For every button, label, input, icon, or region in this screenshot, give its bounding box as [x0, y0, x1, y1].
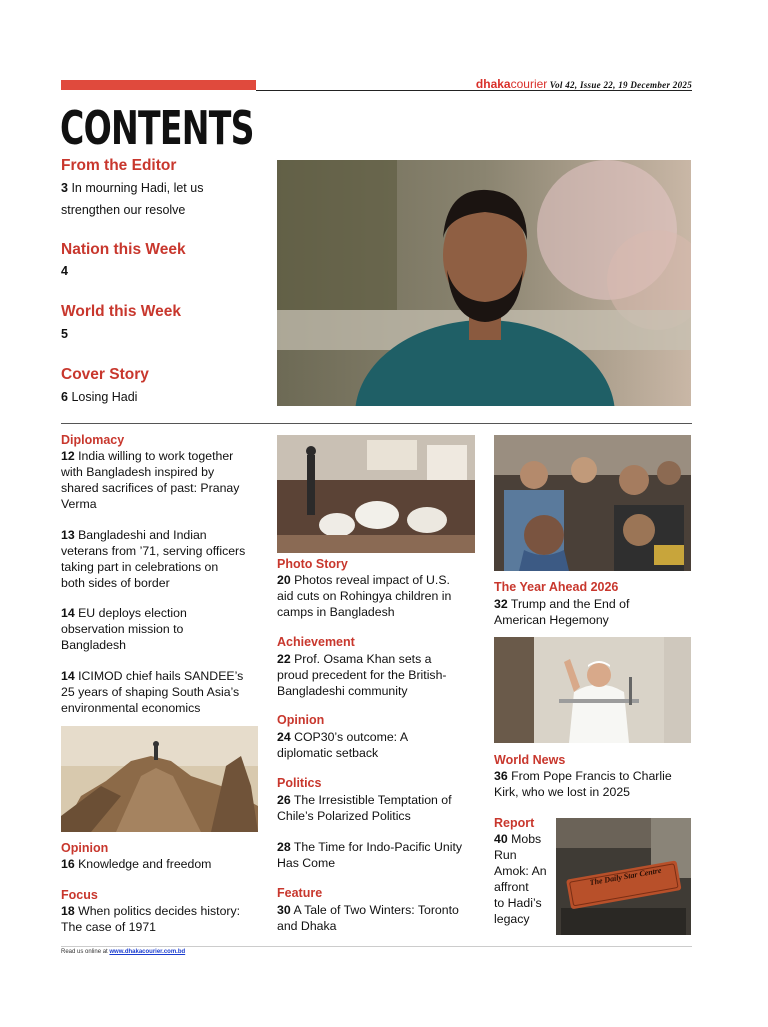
entry-line: From Pope Francis to Charlie	[511, 769, 672, 783]
page-number: 18	[61, 904, 75, 918]
toc-entry-24[interactable]	[277, 729, 482, 761]
toc-entry-14a[interactable]	[61, 605, 266, 653]
entry-line: Verma	[61, 497, 97, 511]
website-link[interactable]: www.dhakacourier.com.bd	[109, 949, 186, 955]
toc-entry-world[interactable]	[61, 323, 68, 345]
entry-line: India willing to work together	[78, 449, 234, 463]
entry-line: veterans from ’71, serving officers	[61, 544, 246, 558]
entry-line: Run	[494, 848, 517, 862]
entry-line: both sides of border	[61, 576, 170, 590]
toc-entry-32[interactable]	[494, 596, 692, 628]
entry-line: 25 years of shaping South Asia’s	[61, 685, 240, 699]
section-heading-politics: Politics	[277, 776, 322, 790]
toc-entry-editor[interactable]	[61, 177, 203, 221]
page-number: 40	[494, 832, 508, 846]
masthead	[440, 77, 692, 91]
books-photo[interactable]	[61, 726, 258, 832]
entry-title: In mourning Hadi, let us	[71, 181, 204, 195]
cover-photo[interactable]	[277, 160, 691, 406]
page-number: 28	[277, 840, 291, 854]
page-number: 14	[61, 669, 75, 683]
classroom-photo[interactable]	[277, 435, 475, 553]
toc-entry-12[interactable]	[61, 448, 266, 512]
page-number: 32	[494, 597, 508, 611]
page-number: 24	[277, 730, 291, 744]
entry-line: Kirk, who we lost in 2025	[494, 785, 631, 799]
entry-line: legacy	[494, 912, 530, 926]
toc-entry-22[interactable]	[277, 651, 482, 699]
entry-line: Bangladesh	[61, 638, 126, 652]
entry-line: Trump and the End of	[510, 597, 630, 611]
issue-info: Vol 42, Issue 22, 19 December 2025	[549, 80, 692, 90]
crowd-photo[interactable]	[494, 435, 691, 571]
entry-line: taking part in celebrations on	[61, 560, 219, 574]
page-number: 22	[277, 652, 291, 666]
entry-line: camps in Bangladesh	[277, 605, 395, 619]
header-accent-bar	[61, 80, 256, 90]
entry-title: Losing Hadi	[71, 390, 138, 404]
section-heading-world-news: World News	[494, 753, 566, 767]
daily-star-sign-photo[interactable]	[556, 818, 691, 935]
entry-line: observation mission to	[61, 622, 184, 636]
toc-entry-cover[interactable]	[61, 386, 137, 408]
page-number: 12	[61, 449, 75, 463]
section-heading-opinion-1: Opinion	[61, 841, 109, 855]
toc-entry-nation[interactable]	[61, 260, 68, 282]
section-heading-opinion-2: Opinion	[277, 713, 325, 727]
entry-line: to Hadi’s	[494, 896, 542, 910]
page-number: 5	[61, 327, 68, 341]
footer	[61, 949, 185, 955]
entry-line: EU deploys election	[78, 606, 187, 620]
toc-entry-30[interactable]	[277, 902, 482, 934]
section-heading-world: World this Week	[61, 303, 182, 320]
page-number: 36	[494, 769, 508, 783]
brand-courier: courier	[510, 77, 548, 91]
entry-line: American Hegemony	[494, 613, 609, 627]
entry-line: Bangladeshi and Indian	[78, 528, 207, 542]
section-heading-focus: Focus	[61, 888, 98, 902]
entry-line: Has Come	[277, 856, 336, 870]
section-heading-report: Report	[494, 816, 535, 830]
toc-entry-13[interactable]	[61, 527, 266, 591]
toc-entry-16[interactable]	[61, 856, 211, 872]
toc-entry-18[interactable]	[61, 903, 240, 935]
entry-line: Bangladeshi community	[277, 684, 408, 698]
entry-line: shared sacrifices of past: Pranay	[61, 481, 240, 495]
page-title: CONTENTS	[60, 101, 254, 155]
page-number: 3	[61, 181, 68, 195]
entry-line: The Time for Indo-Pacific Unity	[293, 840, 463, 854]
entry-line: Amok: An	[494, 864, 547, 878]
toc-entry-20[interactable]	[277, 572, 482, 620]
entry-line: The Irresistible Temptation of	[293, 793, 452, 807]
toc-entry-28[interactable]	[277, 839, 482, 871]
toc-entry-26[interactable]	[277, 792, 482, 824]
entry-title: Knowledge and freedom	[78, 857, 212, 871]
entry-line: ICIMOD chief hails SANDEE’s	[78, 669, 244, 683]
page-number: 4	[61, 264, 68, 278]
entry-line: affront	[494, 880, 529, 894]
entry-line: diplomatic setback	[277, 746, 379, 760]
section-heading-diplomacy: Diplomacy	[61, 433, 125, 447]
section-divider	[61, 423, 692, 424]
page-number: 30	[277, 903, 291, 917]
entry-title-cont: The case of 1971	[61, 920, 157, 934]
toc-entry-14b[interactable]	[61, 668, 266, 716]
entry-line: Photos reveal impact of U.S.	[294, 573, 450, 587]
entry-line: A Tale of Two Winters: Toronto	[293, 903, 459, 917]
page-number: 13	[61, 528, 75, 542]
toc-entry-36[interactable]	[494, 768, 692, 800]
section-heading-year-ahead: The Year Ahead 2026	[494, 580, 619, 594]
page-number: 6	[61, 390, 68, 404]
section-heading-cover: Cover Story	[61, 366, 149, 383]
entry-line: with Bangladesh inspired by	[61, 465, 215, 479]
entry-line: COP30’s outcome: A	[294, 730, 409, 744]
section-heading-achievement: Achievement	[277, 635, 355, 649]
entry-line: proud precedent for the British-	[277, 668, 447, 682]
section-heading-editor: From the Editor	[61, 157, 177, 174]
entry-title: When politics decides history:	[78, 904, 241, 918]
page-number: 16	[61, 857, 75, 871]
toc-entry-40[interactable]	[494, 831, 556, 927]
entry-line: environmental economics	[61, 701, 201, 715]
entry-line: and Dhaka	[277, 919, 337, 933]
entry-title-cont: strengthen our resolve	[61, 203, 186, 217]
brand-dhaka: dhaka	[475, 77, 511, 91]
page-number: 26	[277, 793, 291, 807]
entry-line: Prof. Osama Khan sets a	[294, 652, 432, 666]
section-heading-nation: Nation this Week	[61, 241, 186, 258]
section-heading-photo-story: Photo Story	[277, 557, 348, 571]
page-number: 14	[61, 606, 75, 620]
sign-text: The Daily Star Centre	[588, 865, 663, 888]
section-heading-feature: Feature	[277, 886, 323, 900]
footer-rule	[61, 946, 692, 947]
footer-text: Read us online at	[61, 949, 110, 955]
entry-line: aid cuts on Rohingya children in	[277, 589, 452, 603]
entry-line: Mobs	[511, 832, 542, 846]
entry-line: Chile’s Polarized Politics	[277, 809, 411, 823]
page-number: 20	[277, 573, 291, 587]
pope-photo[interactable]	[494, 637, 691, 743]
